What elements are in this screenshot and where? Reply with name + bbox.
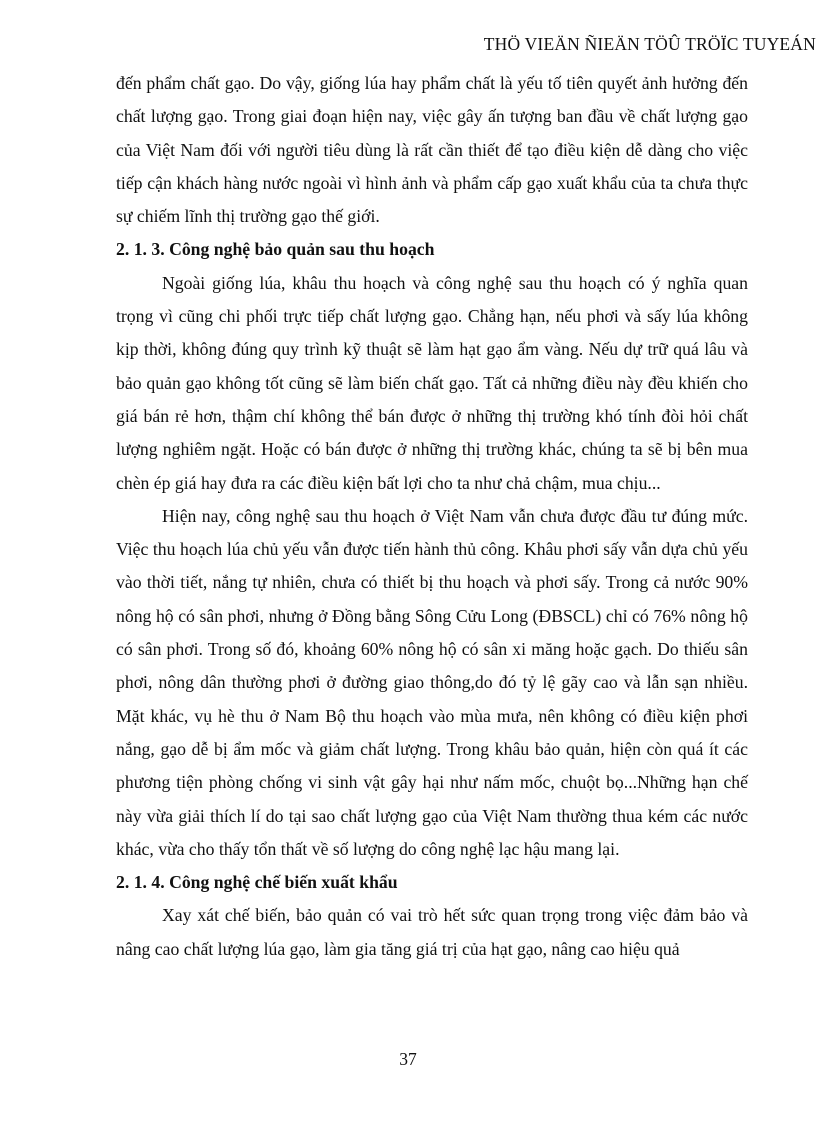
running-header: THÖ VIEÄN ÑIEÄN TÖÛ TRÖÏC TUYEÁN: [483, 34, 816, 54]
paragraph-processing: Xay xát chế biến, bảo quản có vai trò hết sức quan trọng trong việc đảm bảo và nâng cao chất lượng lúa gạo, làm gia tăng giá trị của hạt gạo, nâng cao hiệu quả: [116, 905, 748, 959]
paragraph-intro: đến phẩm chất gạo. Do vậy, giống lúa hay phẩm chất là yếu tố tiên quyết ảnh hưởng đến chất lượng gạo. Trong giai đoạn hiện nay, việc gây ấn tượng ban đầu về chất lượng gạo của Việt Nam đối với người tiêu dùng là rất cần thiết để tạo điều kiện dễ dàng cho việc tiếp cận khách hàng nước ngoài vì hình ảnh và phẩm cấp gạo xuất khẩu của ta chưa thực sự chiếm lĩnh thị trường gạo thế giới.: [116, 73, 748, 227]
paragraph-harvest-importance: Ngoài giống lúa, khâu thu hoạch và công nghệ sau thu hoạch có ý nghĩa quan trọng vì cũng chi phối trực tiếp chất lượng gạo. Chẳng hạn, nếu phơi và sấy lúa không kịp thời, không đúng quy trình kỹ thuật sẽ làm hạt gạo ẩm vàng. Nếu dự trữ quá lâu và bảo quản gạo không tốt cũng sẽ làm biến chất gạo. Tất cả những điều này đều khiến cho giá bán rẻ hơn, thậm chí không thể bán được ở những thị trường khó tính đòi hỏi chất lượng nghiêm ngặt. Hoặc có bán được ở những thị trường khác, chúng ta sẽ bị bên mua chèn ép giá hay đưa ra các điều kiện bất lợi cho ta như chả chậm, mua chịu...: [116, 272, 748, 493]
page-number: 37: [399, 1049, 417, 1069]
section-heading-2-1-3: 2. 1. 3. Công nghệ bảo quản sau thu hoạch: [116, 239, 435, 260]
page-body: [116, 67, 748, 966]
section-heading-2-1-4: 2. 1. 4. Công nghệ chế biến xuất khẩu: [116, 872, 398, 893]
paragraph-postharvest-status: Hiện nay, công nghệ sau thu hoạch ở Việt Nam vẫn chưa được đầu tư đúng mức. Việc thu hoạch lúa chủ yếu vẫn được tiến hành thủ công. Khâu phơi sấy vẫn dựa chủ yếu vào thời tiết, nắng tự nhiên, chưa có thiết bị thu hoạch và phơi sấy. Trong cả nước 90% nông hộ có sân phơi, nhưng ở Đồng bằng Sông Cửu Long (ĐBSCL) chỉ có 76% nông hộ có sân phơi. Trong số đó, khoảng 60% nông hộ có sân xi măng hoặc gạch. Do thiếu sân phơi, nông dân thường phơi ở đường giao thông,do đó tỷ lệ gãy cao và lẫn sạn nhiều. Mặt khác, vụ hè thu ở Nam Bộ thu hoạch vào mùa mưa, nên không có điều kiện phơi nắng, gạo dễ bị ẩm mốc và giảm chất lượng. Trong khâu bảo quản, hiện còn quá ít các phương tiện phòng chống vi sinh vật gây hại như nấm mốc, chuột bọ...Những hạn chế này vừa giải thích lí do tại sao chất lượng gạo của Việt Nam thường thua kém các nước khác, vừa cho thấy tổn thất về số lượng do công nghệ lạc hậu mang lại.: [116, 505, 748, 859]
